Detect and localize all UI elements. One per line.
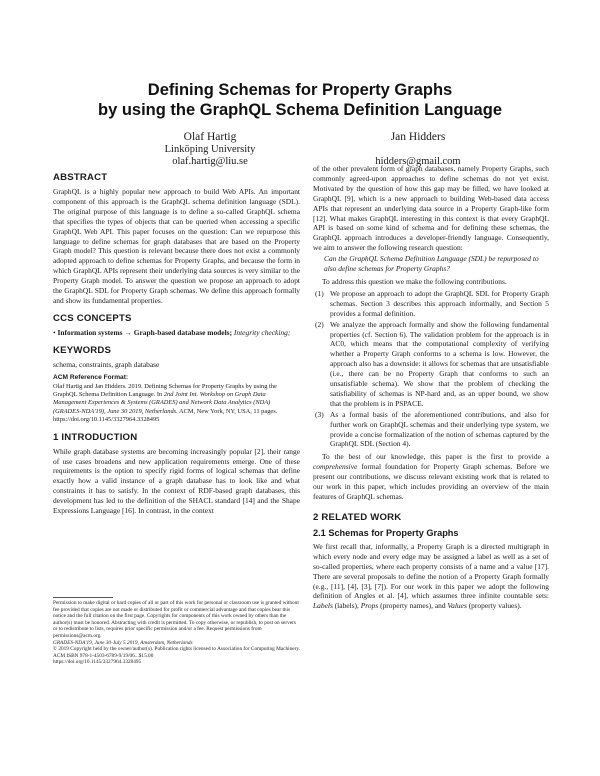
intro-p4-a: To the best of our knowledge, this paper is the first to provide a	[322, 452, 549, 462]
list-item-text: We analyze the approach formally and show the following fundamental properties (cf. Section 6). The validation problem for the approach is in AC0, which means that the computational complexity of verifying whether a Property Graph conforms to a schema is low. However, the approach also has a downside: it allows for schemas that are unsatisfiable (i.e., there can be no Property Graph that conforms to such an unsatisfiable schema). We show that the problem of checking the satisfiability of schemas is NP-hard and, as an upper bound, we show that the problem is in PSPACE.	[330, 319, 549, 408]
related-paragraph	[313, 542, 549, 611]
acm-ref-heading: ACM Reference Format:	[53, 373, 129, 381]
intro-heading: 1 INTRODUCTION	[53, 431, 138, 443]
footnote-rule	[53, 597, 113, 598]
intro-paragraph-3: To address this question we make the following contributions.	[322, 276, 507, 286]
list-item-text: We propose an approach to adopt the GraphQL SDL for Property Graph schemas. Section 3 describes this approach informally, and Section 5 provides a formal definition.	[330, 288, 549, 318]
values-term: Values	[447, 601, 467, 611]
list-item	[313, 320, 549, 409]
ccs-subconcept: Integrity checking;	[233, 327, 291, 337]
contributions-list	[313, 289, 549, 450]
venue-italic: GRADES-NDA'19, June 30-July 5 2019, Amsterdam, Netherlands	[53, 639, 193, 646]
related-work-heading: 2 RELATED WORK	[313, 511, 402, 523]
list-item	[313, 289, 549, 319]
list-item-number: (3)	[315, 409, 324, 419]
research-question: Can the GraphQL Schema Definition Language (SDL) be repurposed to also define schemas for Property Graphs?	[324, 254, 539, 274]
intro-p4-italic: comprehensive	[313, 462, 358, 472]
copyright-text: © 2019 Copyright held by the owner/author(s). Publication rights licensed to Association for Computing Machinery.	[53, 646, 301, 653]
acm-ref-part1: Olaf Hartig and Jan Hidders. 2019. Defining Schemas for Property Graphs by using the GraphQL Schema Definition Language. In	[53, 382, 277, 398]
keywords-text: schema, constraints, graph database	[53, 359, 160, 369]
author-email: hidders@gmail.com	[375, 156, 461, 167]
isbn-text: ACM ISBN 978-1-4503-6789-9/19/06...$15.00	[53, 652, 154, 659]
paper-title	[0, 80, 600, 120]
author-block-2	[318, 131, 518, 169]
ccs-bullet: •	[53, 327, 56, 337]
related-text-c: (property names), and	[378, 601, 448, 611]
author-affiliation: Linköping University	[164, 143, 256, 155]
intro-p4-b: formal foundation for Property Graph schemas. Before we present our contributions, we discuss relevant existing work that is related to our work in this paper, which includes providing an overview of the main features of GraphQL schemas.	[313, 462, 549, 501]
list-item-number: (1)	[315, 288, 324, 298]
ccs-heading: CCS CONCEPTS	[53, 312, 132, 324]
ccs-text	[53, 328, 300, 338]
list-item-number: (2)	[315, 319, 324, 329]
ccs-concept: Information systems → Graph-based database models;	[57, 327, 233, 337]
related-text-a: We first recall that, informally, a Property Graph is a directed multigraph in which every node and every edge may be assigned a label as well as a set of so-called properties, where each property consists of a name and a value [17]. There are several proposals to define the notion of a Property Graph formally (e.g., [11], [4], [3], [7]). For our work in this paper we adopt the following definition of Angles et al. [4], which assumes three infinite countable sets:	[313, 541, 549, 601]
related-text-d: (property values).	[466, 601, 522, 611]
acm-ref-part2: ACM, New York, NY, USA, 11 pages. https://doi.org/10.1145/3327964.3328495	[53, 407, 278, 424]
acm-ref-text	[53, 383, 300, 425]
subsection-heading: 2.1 Schemas for Property Graphs	[313, 527, 459, 538]
title-line-1: Defining Schemas for Property Graphs	[147, 81, 453, 99]
author-name: Olaf Hartig	[183, 131, 237, 143]
doi-text: https://doi.org/10.1145/3327964.3328495	[53, 659, 142, 666]
author-affiliation-empty	[318, 144, 518, 157]
list-item-text: As a formal basis of the aforementioned contributions, and also for further work on GraphQL schemas and their underlying type system, we provide a concise formalization of the notion of schemas captured by the GraphQL SDL (Section 4).	[330, 409, 549, 449]
permission-text: Permission to make digital or hard copies of all or part of this work for personal or classroom use is granted without fee provided that copies are not made or distributed for profit or commercial advantage and that copies bear this notice and the full citation on the first page. Copyrights for components of this work owned by others than the author(s) must be honored. Abstracting with credit is permitted. To copy otherwise, or republish, to post on servers or to redistribute to lists, requires prior specific permission and/or a fee. Request permissions from permissions@acm.org.	[53, 600, 299, 639]
props-term: Props	[360, 601, 379, 611]
author-name: Jan Hidders	[390, 131, 446, 143]
author-email: olaf.hartig@liu.se	[172, 156, 248, 167]
intro-paragraph-4	[313, 452, 549, 502]
related-text-b: (labels),	[332, 601, 361, 611]
intro-paragraph-1: While graph database systems are becoming increasingly popular [2], their range of use cases broadens and new application requirements emerge. One of these requirements is the option to specify rigid forms of logical schemas that define exactly how a valid instance of a graph database has to look like and what constraints it has to satisfy. In the context of RDF-based graph databases, this development has led to the definition of the SHACL standard [14] and the Shape Expressions Language [16]. In contrast, in the context	[53, 446, 300, 516]
right-column	[313, 164, 549, 611]
acm-ref-venue: 2nd Joint Int. Workshop on Graph Data Management Experiences & Systems (GRADES) and Network Data Analytics (NDA) (GRADES-NDA'19), June 30 2019, Netherlands.	[53, 391, 271, 415]
labels-term: Labels	[313, 601, 333, 611]
keywords-heading: KEYWORDS	[53, 344, 112, 356]
abstract-heading: ABSTRACT	[53, 172, 108, 183]
title-line-2: by using the GraphQL Schema Definition Language	[98, 101, 502, 119]
author-block-1	[110, 131, 310, 169]
footnote	[53, 600, 300, 666]
list-item	[313, 410, 549, 450]
abstract-text: GraphQL is a highly popular new approach to build Web APIs. An important component of this approach is the GraphQL schema definition language (SDL). The original purpose of this language is to define a so-called GraphQL schema that specifies the types of objects that can be queried when accessing a specific GraphQL Web API. This paper focuses on the question: Can we repurpose this language to define schemas for graph databases that are based on the Property Graph model? This question is relevant because there does not exist a commonly adopted approach to define schemas for Property Graphs, and because the form in which GraphQL APIs represent their underlying data sources is very similar to the Property Graph model. To answer the question we propose an approach to adopt the GraphQL SDL for Property Graph schemas. We define this approach formally and show its fundamental properties.	[53, 187, 300, 305]
intro-paragraph-2: of the other prevalent form of graph databases, namely Property Graphs, such commonly agreed-upon approaches to define schemas do not yet exist. Motivated by the question of how this gap may be filled, we have looked at GraphQL [9], which is a new approach to building Web-based data access APIs that represent an underlying data source in a Property Graph-like form [12]. What makes GraphQL interesting in this context is that every GraphQL API is based on some kind of schema and for defining these schemas, the GraphQL approach introduces a developer-friendly language. Consequently, we aim to answer the following research question:	[313, 164, 549, 253]
left-column	[53, 172, 300, 516]
